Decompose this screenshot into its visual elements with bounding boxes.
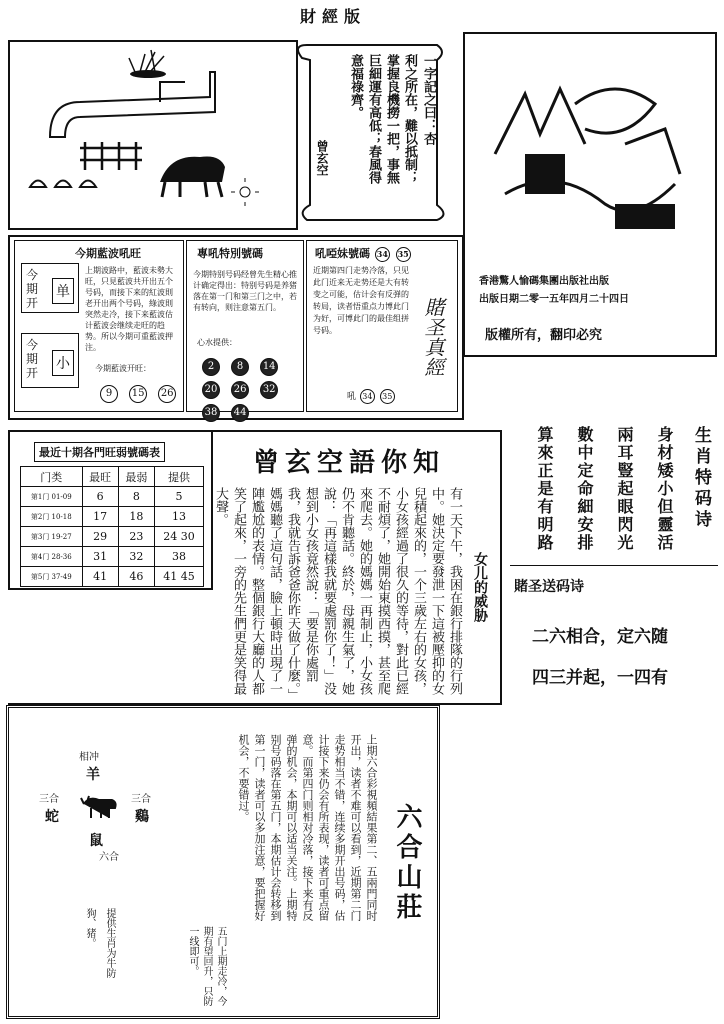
number-ball: 8 bbox=[231, 358, 249, 376]
zodiac-poem-title: 生肖特码诗 bbox=[691, 426, 711, 531]
story-subtitle: 女儿的威胁 bbox=[472, 552, 488, 622]
cell: 41 bbox=[82, 567, 118, 587]
left-label: 三合 bbox=[39, 794, 59, 805]
bottom-label: 六合 bbox=[99, 852, 119, 863]
row-label: 第1门 01-09 bbox=[21, 487, 83, 507]
liuhe-title: 六合山莊 bbox=[392, 803, 422, 923]
zodiac-poem bbox=[510, 420, 718, 566]
label-bottom-val: 小 bbox=[52, 350, 74, 376]
special-number-title: 專吼特別號碼 bbox=[197, 247, 263, 260]
special-number-section bbox=[186, 240, 304, 418]
zodiac-poem-line: 數中定命細安排 bbox=[575, 426, 594, 552]
zodiac-poem-line: 兩耳豎起眼閃光 bbox=[615, 426, 634, 552]
cartoon-illustration bbox=[10, 42, 296, 228]
tail-footer-label: 吼 bbox=[347, 392, 357, 402]
cell: 17 bbox=[82, 507, 118, 527]
cell: 46 bbox=[118, 567, 154, 587]
handwritten-side-title: 賭圣真經 bbox=[421, 297, 445, 377]
advert-graphic bbox=[465, 34, 715, 284]
number-ball: 15 bbox=[129, 385, 147, 403]
zodiac-poem-line: 身材矮小但靈活 bbox=[655, 426, 674, 552]
bottom-animal: 鼠 bbox=[89, 833, 103, 849]
header-cell: 提供 bbox=[155, 467, 204, 487]
illustration-box bbox=[8, 40, 298, 230]
story-body: 有一天下午，我困在銀行排隊的行列中。她決定要發泄一下這被壓抑的女兒積起來的，一个三歲左右的女孩，小女孩經過了很久的等待，對此已經不耐煩了，她開始東摸西摸，甚至爬來爬去。她的媽媽一再制止，小女孩仍不肯聽話。終於，母親生氣了，她說：「再這樣我就要處罰你了！」没想到小女孩竟然說：「要是你處罰我，我就告訴爸爸你昨天做了什麼。」媽媽聽了這句話，臉上頓時出現了一陣尷尬的表情。整個銀行大廳的人都笑了起來，一旁的先生們更是笑得最大聲。 bbox=[213, 487, 462, 695]
number-ball: 34 bbox=[360, 389, 375, 404]
label-bottom: 今期开 bbox=[26, 338, 39, 380]
number-ball: 26 bbox=[231, 381, 249, 399]
number-ball: 14 bbox=[260, 358, 278, 376]
number-ball: 20 bbox=[202, 381, 220, 399]
tail-title-text: 吼啞妹號碼 bbox=[315, 247, 370, 260]
tail-number-body: 近期第四门走势冷落，只见此门近来无走势还是大有转变之可能，估计会有反弹的转局，读者悟重点力博此门为好，可博此门的最佳组拼号码。 bbox=[313, 266, 409, 335]
row-label: 第4门 28-36 bbox=[21, 547, 83, 567]
label-top-box bbox=[21, 263, 79, 313]
cell: 23 bbox=[118, 527, 154, 547]
idiom-scroll bbox=[292, 40, 450, 225]
cell: 41 45 bbox=[155, 567, 204, 587]
top-animal: 羊 bbox=[86, 767, 100, 783]
label-top-val: 单 bbox=[52, 278, 74, 304]
row-label: 第2门 10-18 bbox=[21, 507, 83, 527]
blue-wave-section bbox=[14, 240, 184, 412]
label-bottom-box bbox=[21, 333, 79, 388]
row-label: 第5门 37-49 bbox=[21, 567, 83, 587]
header-cell: 最弱 bbox=[118, 467, 154, 487]
right-animal: 鷄 bbox=[135, 809, 149, 825]
special-number-balls bbox=[199, 353, 299, 422]
tail-number-footer bbox=[347, 389, 396, 404]
story-section bbox=[8, 430, 502, 705]
tail-number-section bbox=[306, 240, 458, 412]
blue-wave-numbers bbox=[97, 381, 179, 403]
cell: 31 bbox=[82, 547, 118, 567]
page-header-title: 財經版 bbox=[300, 7, 367, 26]
idiom-title: 一字記之曰：杏 bbox=[421, 54, 436, 145]
advert-line-1: 香港驚人愉碼集團出版社出版 bbox=[479, 276, 609, 287]
special-number-body: 今期特别号码经曾先生精心推计确定得出：特别号码是养猪落在第一门和第三门之中，若有转向，则注意第五门。 bbox=[193, 270, 297, 312]
sent-poem bbox=[510, 570, 718, 700]
liuhe-tail: 五门上期走冷，今期有望回升，只防一线即可。 bbox=[187, 926, 226, 1006]
advert-line-2: 出版日期二零一五年四月二十四日 bbox=[479, 294, 629, 305]
blue-wave-footnote: 今期藍波开旺： bbox=[95, 364, 151, 373]
idiom-author: 曾玄空 bbox=[315, 140, 329, 176]
stat-table-title: 最近十期各門旺弱號碼表 bbox=[34, 442, 165, 462]
number-ball: 38 bbox=[202, 404, 220, 422]
liuhe-section bbox=[6, 705, 440, 1019]
top-label: 相冲 bbox=[79, 752, 99, 763]
advert-line-3: 版權所有，翻印必究 bbox=[485, 328, 603, 343]
cell: 8 bbox=[118, 487, 154, 507]
liuhe-body: 上期六合彩視頻結果第二、五兩門同时开出，读者不难可以看到，近期第二门走势相当不错，连续多期开出号码，估计接下来仍会有所表现，读者可重点留意。而第四门则相对冷落，接下来有反弹的机会，本期可以适当关注。上期特别号码落在第五门，本期估计会转移到第一门，读者可以多加注意，要把握好机会，不要错过。 bbox=[237, 734, 378, 921]
cell: 18 bbox=[118, 507, 154, 527]
number-ball: 9 bbox=[100, 385, 118, 403]
cell: 32 bbox=[118, 547, 154, 567]
number-ball: 35 bbox=[380, 389, 395, 404]
left-animal: 蛇 bbox=[45, 809, 59, 825]
ox-icon bbox=[79, 792, 119, 822]
liuhe-provided: 提供生肖为牛防狗、猪。 bbox=[84, 908, 115, 978]
sent-poem-title: 賭圣送码诗 bbox=[514, 579, 584, 595]
cell: 24 30 bbox=[155, 527, 204, 547]
number-ball: 34 bbox=[375, 247, 390, 262]
number-ball: 26 bbox=[158, 385, 176, 403]
row-label: 第3门 19-27 bbox=[21, 527, 83, 547]
zodiac-diagram bbox=[39, 748, 159, 888]
cell: 13 bbox=[155, 507, 204, 527]
cell: 6 bbox=[82, 487, 118, 507]
blue-wave-body: 上期波路中，藍波未勢大旺，只見藍波共开出五个号码，而接下来的紅波則老开出两个号码，綠波則突然走冷，接下来藍波估计藍波会继续走旺的趋势。所以今期可重藍波押注。 bbox=[85, 266, 173, 352]
tail-number-title bbox=[315, 245, 412, 262]
number-ball: 2 bbox=[202, 358, 220, 376]
sent-poem-line-1: 二六相合，定六随 bbox=[532, 627, 668, 647]
number-ball: 32 bbox=[260, 381, 278, 399]
sent-poem-line-2: 四三并起，一四有 bbox=[532, 668, 668, 688]
number-ball: 35 bbox=[396, 247, 411, 262]
zodiac-poem-line: 算來正是有明路 bbox=[535, 426, 554, 552]
header-cell: 门类 bbox=[21, 467, 83, 487]
header-cell: 最旺 bbox=[82, 467, 118, 487]
right-label: 三合 bbox=[131, 794, 151, 805]
label-top: 今期开 bbox=[26, 268, 39, 310]
special-number-hint: 心水提供： bbox=[197, 338, 237, 347]
number-ball: 44 bbox=[231, 404, 249, 422]
blue-wave-title: 今期藍波吼旺 bbox=[75, 247, 141, 260]
idiom-verse: 利之所在，難以抵制；掌握良機撈一把，事無巨細運有高低；春風得意福祿齊。 bbox=[348, 54, 417, 184]
cell: 29 bbox=[82, 527, 118, 547]
story-title: 曾玄空語你知 bbox=[253, 448, 446, 478]
cell: 5 bbox=[155, 487, 204, 507]
publisher-advert bbox=[463, 32, 717, 357]
cell: 38 bbox=[155, 547, 204, 567]
